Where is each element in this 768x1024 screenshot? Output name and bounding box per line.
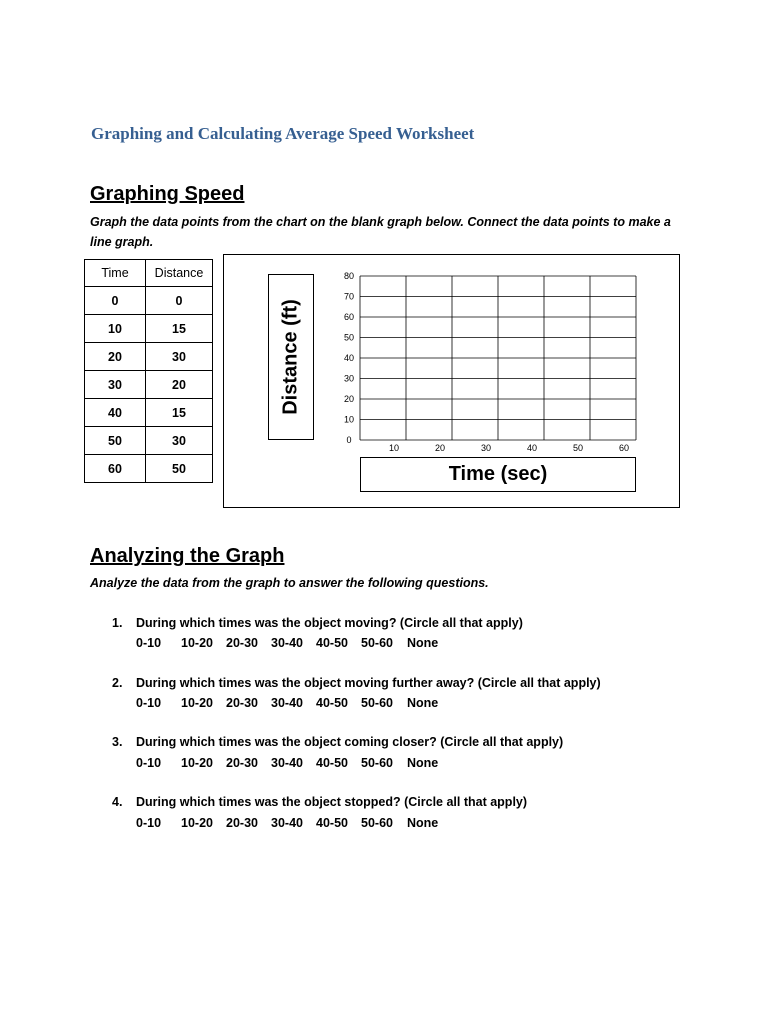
grid-lines (360, 276, 636, 440)
answer-option: 30-40 (271, 696, 303, 710)
answer-option: 0-10 (136, 636, 162, 650)
blank-graph-grid (330, 270, 640, 460)
answer-option: 20-30 (226, 696, 258, 710)
answer-option: 20-30 (226, 636, 258, 650)
x-tick-label: 30 (480, 443, 492, 453)
table-header-distance: Distance (146, 260, 213, 287)
x-tick-label: 50 (572, 443, 584, 453)
time-cell: 10 (85, 315, 146, 343)
answer-option: 50-60 (361, 816, 393, 830)
table-row (85, 427, 213, 455)
distance-cell: 30 (146, 343, 213, 371)
question-text: During which times was the object moving further away? (Circle all that apply) (136, 676, 601, 690)
time-cell: 40 (85, 399, 146, 427)
question-number: 3. (112, 735, 123, 749)
y-tick-label: 70 (343, 291, 354, 302)
x-tick-labels (389, 443, 629, 453)
answer-option: 50-60 (361, 756, 393, 770)
y-tick-label: 40 (343, 353, 354, 363)
y-tick-label: 10 (343, 414, 354, 425)
question-number: 2. (112, 676, 123, 690)
answer-option: None (407, 756, 439, 770)
distance-cell: 15 (146, 315, 213, 343)
y-tick-label: 80 (343, 271, 354, 281)
time-cell: 30 (85, 371, 146, 399)
question-1 (112, 616, 523, 630)
question-number: 1. (112, 616, 123, 630)
time-cell: 60 (85, 455, 146, 483)
question-4 (112, 795, 527, 809)
distance-cell: 0 (146, 287, 213, 315)
x-tick-label: 20 (434, 443, 446, 453)
table-row (85, 343, 213, 371)
table-row (85, 455, 213, 483)
x-tick-label: 10 (388, 443, 400, 453)
time-cell: 20 (85, 343, 146, 371)
answer-option: 10-20 (181, 816, 213, 830)
answer-option: 30-40 (271, 636, 303, 650)
answer-option: 40-50 (316, 816, 348, 830)
answer-option: 0-10 (136, 696, 162, 710)
answer-option: 20-30 (226, 756, 258, 770)
x-tick-label: 40 (526, 443, 538, 453)
y-tick-label: 20 (343, 394, 354, 404)
answer-option: 0-10 (136, 756, 162, 770)
y-axis-label-box (268, 274, 314, 440)
table-row (85, 371, 213, 399)
distance-cell: 20 (146, 371, 213, 399)
distance-cell: 30 (146, 427, 213, 455)
table-row (85, 287, 213, 315)
data-table (84, 259, 213, 483)
answer-option: 50-60 (361, 636, 393, 650)
y-tick-label: 0 (346, 435, 352, 445)
answer-option: 10-20 (181, 756, 213, 770)
question-text: During which times was the object moving? (Circle all that apply) (136, 616, 523, 630)
answer-option: 40-50 (316, 636, 348, 650)
answer-option: 10-20 (181, 696, 213, 710)
y-tick-label: 50 (343, 332, 354, 343)
answer-option: 30-40 (271, 816, 303, 830)
worksheet-title: Graphing and Calculating Average Speed Worksheet (91, 124, 475, 143)
y-axis-label: Distance (ft) (279, 299, 302, 415)
table-row (85, 315, 213, 343)
question-text: During which times was the object coming closer? (Circle all that apply) (136, 735, 564, 749)
answer-option: 40-50 (316, 756, 348, 770)
question-number: 4. (112, 795, 123, 809)
time-cell: 0 (85, 287, 146, 315)
x-axis-label: Time (sec) (360, 457, 636, 492)
answer-option: None (407, 696, 439, 710)
answer-option: None (407, 636, 439, 650)
time-cell: 50 (85, 427, 146, 455)
y-tick-labels (344, 271, 354, 445)
y-tick-label: 60 (343, 312, 354, 322)
y-tick-label: 30 (343, 373, 354, 384)
distance-cell: 50 (146, 455, 213, 483)
analyzing-heading: Analyzing the Graph (90, 545, 285, 567)
x-tick-label: 60 (618, 443, 630, 453)
answer-option: 10-20 (181, 636, 213, 650)
question-text: During which times was the object stopped? (Circle all that apply) (136, 795, 528, 809)
answer-option: 20-30 (226, 816, 258, 830)
answer-option: None (407, 816, 439, 830)
graphing-speed-heading: Graphing Speed (90, 183, 245, 205)
graphing-instruction: Graph the data points from the chart on the blank graph below. Connect the data points to make a line graph. (90, 215, 671, 249)
answer-option: 50-60 (361, 696, 393, 710)
table-header-time: Time (85, 260, 146, 287)
table-row (85, 399, 213, 427)
answer-option: 40-50 (316, 696, 348, 710)
answer-option: 0-10 (136, 816, 162, 830)
analyzing-instruction: Analyze the data from the graph to answer the following questions. (90, 576, 489, 590)
answer-option: 30-40 (271, 756, 303, 770)
question-2 (112, 676, 601, 690)
question-3 (112, 735, 563, 749)
distance-cell: 15 (146, 399, 213, 427)
